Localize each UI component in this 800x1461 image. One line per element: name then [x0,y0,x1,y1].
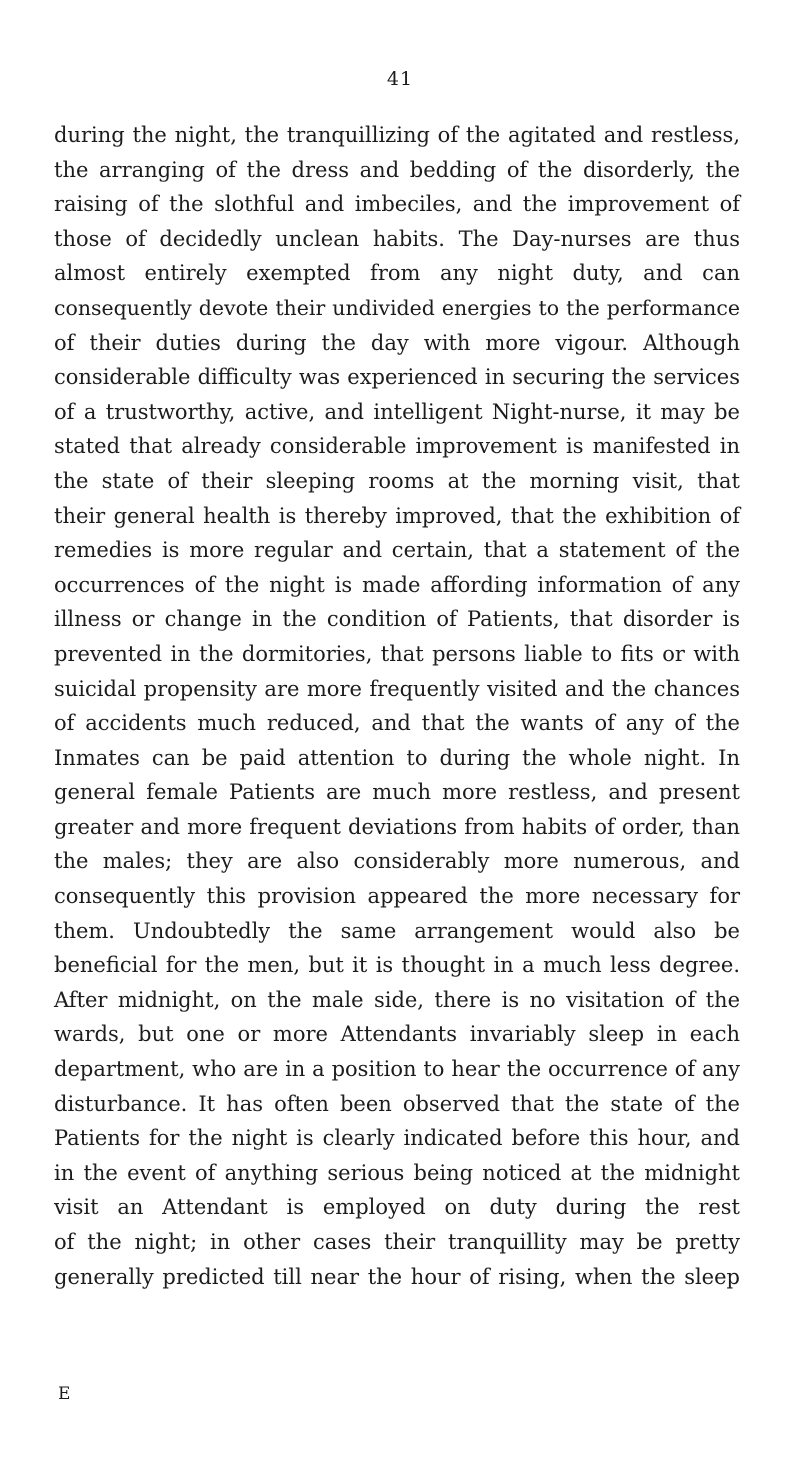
text-line-22: the males; they are also considerably more numerous, and [54,849,740,874]
text-line-20: general female Patients are much more restless, and present [54,780,740,805]
text-line-13: remedies is more regular and certain, that a statement of the [54,538,740,563]
text-line-1: during the night, the tranquillizing of the agitated and restless, [54,123,740,147]
text-line-34: generally predicted till near the hour of rising, when the sleep [54,1264,740,1289]
text-line-7: of their duties during the day with more vigour. Although [54,330,740,355]
text-line-23: consequently this provision appeared the more necessary for [54,884,740,909]
text-line-3: raising of the slothful and imbeciles, and the improvement of [54,192,740,217]
text-line-6: consequently devote their undivided energies to the performance [54,295,740,320]
text-line-17: suicidal propensity are more frequently visited and the chances [54,676,740,701]
page-number: 41 [386,68,414,90]
text-line-27: wards, but one or more Attendants invariably sleep in each [54,1022,740,1047]
text-line-32: visit an Attendant is employed on duty during the rest [54,1195,740,1220]
text-line-21: greater and more frequent deviations from habits of order, than [54,814,740,839]
text-line-26: After midnight, on the male side, there is no visitation of the [54,987,740,1012]
text-line-15: illness or change in the condition of Patients, that disorder is [54,607,740,632]
text-line-28: department, who are in a position to hear the occurrence of any [54,1057,740,1082]
text-line-30: Patients for the night is clearly indicated before this hour, and [54,1126,740,1151]
text-line-10: stated that already considerable improvement is manifested in [54,434,740,459]
text-line-14: occurrences of the night is made affording information of any [54,572,740,597]
text-line-24: them. Undoubtedly the same arrangement would also be [54,918,740,943]
text-line-25: beneficial for the men, but it is thought in a much less degree. [54,953,740,978]
text-line-5: almost entirely exempted from any night duty, and can [54,261,740,286]
text-line-33: of the night; in other cases their tranquillity may be pretty [54,1230,740,1254]
text-line-4: those of decidedly unclean habits. The Day-nurses are thus [54,226,740,251]
text-line-12: their general health is thereby improved, that the exhibition of [54,503,740,528]
text-line-2: the arranging of the dress and bedding of the disorderly, the [54,157,740,182]
text-line-18: of accidents much reduced, and that the wants of any of the [54,711,740,736]
text-line-19: Inmates can be paid attention to during the whole night. In [54,745,740,770]
text-line-31: in the event of anything serious being noticed at the midnight [54,1160,740,1185]
text-line-9: of a trustworthy, active, and intelligent Night-nurse, it may be [54,399,740,424]
text-line-29: disturbance. It has often been observed that the state of the [54,1091,740,1116]
text-line-16: prevented in the dormitories, that persons liable to fits or with [54,641,740,666]
text-line-8: considerable difficulty was experienced in securing the services [54,365,740,390]
text-line-11: the state of their sleeping rooms at the morning visit, that [54,468,740,493]
signature-mark: E [58,1384,72,1404]
body-text [54,118,740,1294]
